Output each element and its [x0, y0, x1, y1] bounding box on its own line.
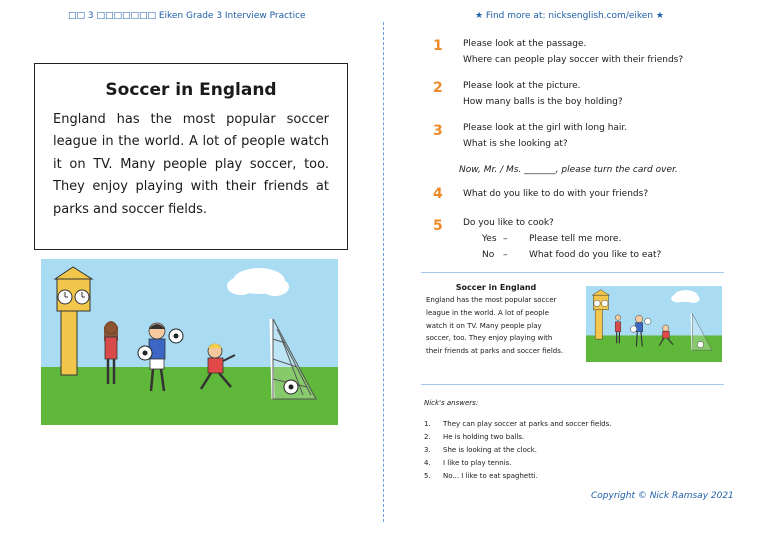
answers-label: Nick's answers: [424, 399, 479, 407]
question-number-1: 1 [433, 38, 443, 54]
right-header-link[interactable]: ★ Find more at: nicksenglish.com/eiken ★ [475, 11, 664, 21]
question-number-3: 3 [433, 123, 443, 139]
soccer-picture [41, 259, 338, 425]
question-5: Do you like to cook? [463, 218, 554, 228]
mini-soccer-picture [586, 285, 722, 363]
question-4: What do you like to do with your friends? [463, 189, 649, 199]
question-number-4: 4 [433, 186, 443, 202]
mini-passage-title: Soccer in England [455, 283, 537, 292]
passage-card [34, 63, 348, 250]
question-2: Please look at the picture. How many balls is the boy holding? [463, 81, 623, 107]
section-divider-top [421, 272, 724, 273]
turn-card-instruction: Now, Mr. / Ms. _______, please turn the card over. [459, 165, 678, 175]
copyright-notice: Copyright © Nick Ramsay 2021 [591, 491, 734, 501]
left-header: □□ 3 □□□□□□□ Eiken Grade 3 Interview Practice [68, 11, 306, 21]
question-number-5: 5 [433, 218, 443, 234]
mini-passage-body: England has the most popular soccer league in the world. A lot of people watch it on TV. Many people play soccer, too. They enjoy playing with their friends at parks and soccer fields. [426, 296, 564, 356]
followup-yes: Yes – Please tell me more. [482, 234, 622, 244]
followup-no: No – What food do you like to eat? [482, 250, 662, 260]
ball-in-goal [284, 380, 298, 394]
passage-title: Soccer in England [105, 80, 277, 100]
section-divider-bottom [421, 384, 724, 385]
answer-item-1: 1. They can play soccer at parks and soccer fields. [424, 420, 612, 428]
question-number-2: 2 [433, 80, 443, 96]
question-3: Please look at the girl with long hair. What is she looking at? [463, 123, 628, 149]
answer-item-5: 5. No... I like to eat spaghetti. [424, 472, 538, 480]
answer-item-2: 2. He is holding two balls. [424, 433, 525, 441]
question-1: Please look at the passage. Where can people play soccer with their friends? [463, 39, 684, 65]
answer-item-3: 3. She is looking at the clock. [424, 446, 538, 454]
answer-item-4: 4. I like to play tennis. [424, 459, 512, 467]
passage-body: England has the most popular soccer league in the world. A lot of people watch it on TV. Many people play soccer, too. They enjoy playing with their friends at parks and soccer fields. [53, 112, 329, 217]
fold-divider [383, 22, 384, 522]
